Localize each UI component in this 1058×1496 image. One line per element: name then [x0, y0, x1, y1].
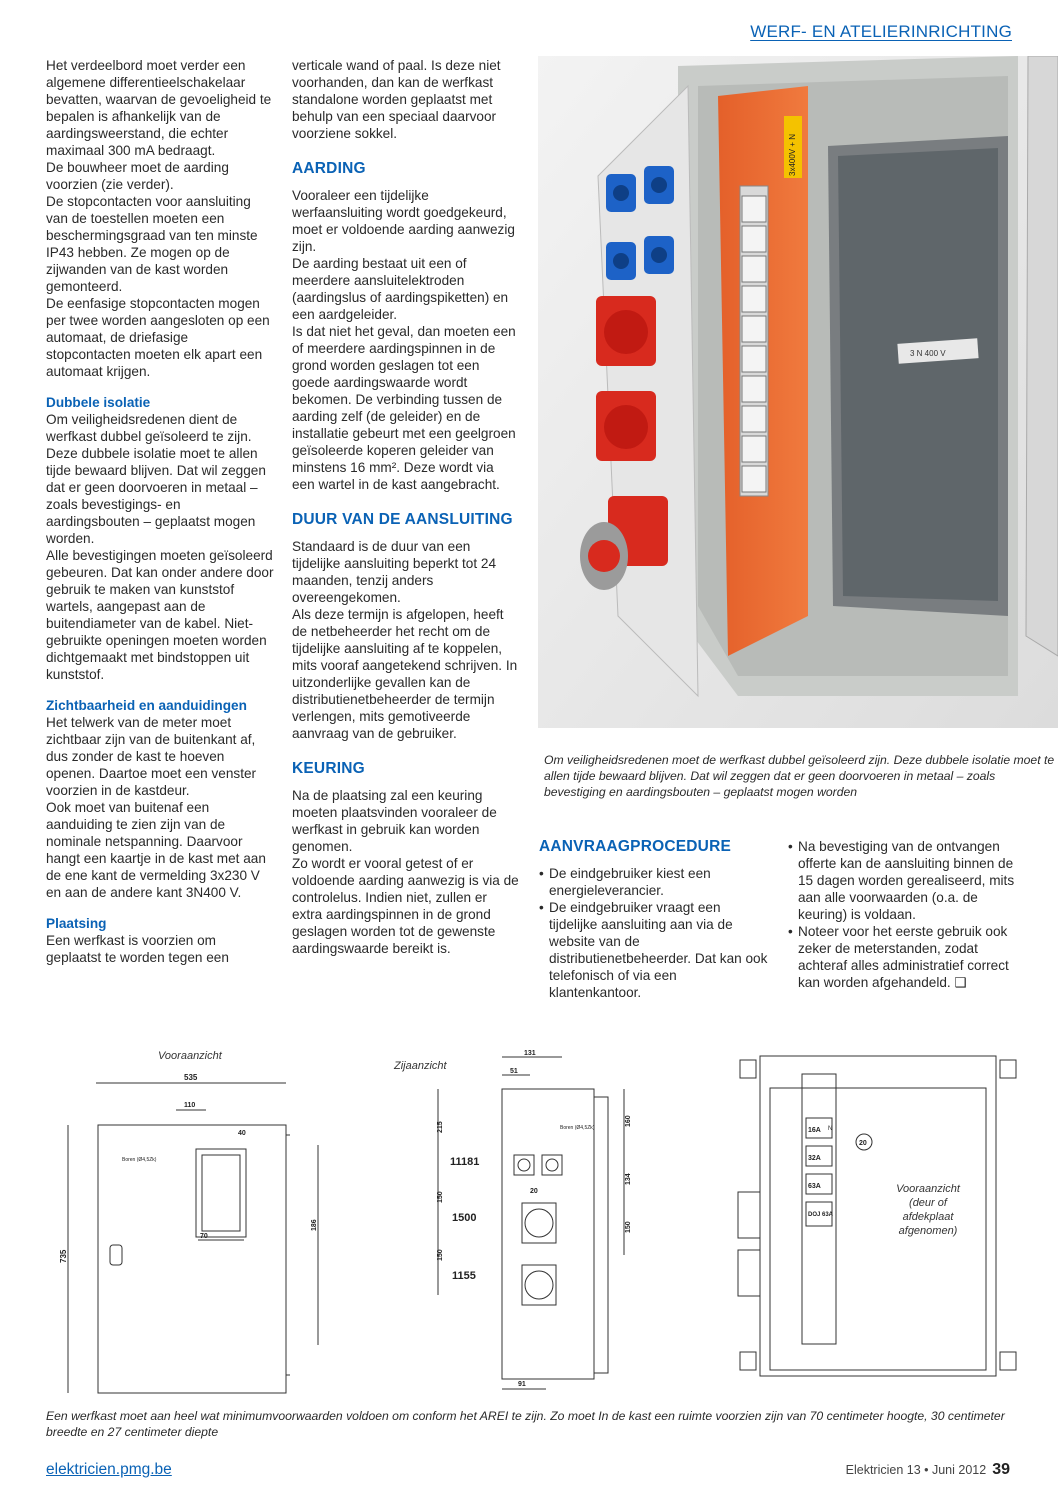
photo-caption: Om veiligheidsredenen moet de werfkast dubbel geïsoleerd zijn. Deze dubbele isolatie moet te allen tijde bewaard blijven. Dat wil zeggen dat er geen doorvoeren in metaal – zoals bevestiging en aardingsbouten – geplaatst mogen worden: [544, 753, 1055, 799]
heading-keuring: KEURING: [292, 760, 365, 777]
dimension-160: 160: [625, 1115, 632, 1127]
socket-code-3: 1155: [452, 1270, 476, 1282]
socket-icon: [514, 1155, 562, 1305]
subheading-dubbele-isolatie: Dubbele isolatie: [46, 395, 151, 410]
dimension-110: 110: [184, 1102, 196, 1109]
paragraph: Een werfkast is voorzien om geplaatst te worden tegen een: [46, 933, 229, 965]
paragraph: De bouwheer moet de aarding voorzien (zie verder).: [46, 160, 229, 192]
dimension-535: 535: [184, 1073, 198, 1082]
dimension-215: 215: [437, 1121, 444, 1133]
heading-duur: DUUR VAN DE AANSLUITING: [292, 511, 513, 528]
dimension-735: 735: [59, 1249, 68, 1263]
breaker-63a: 63A: [808, 1183, 821, 1190]
paragraph: Vooraleer een tijdelijke werfaansluiting wordt goedgekeurd, moet er voldoende aarding aanwezig zijn.: [292, 188, 515, 254]
list-item: • De eindgebruiker vraagt een tijdelijke aansluiting aan via de website van de distributienetbeheerder. Dat kan ook telefonisch of via een klantenkantoor.: [539, 899, 769, 1001]
paragraph: Als deze termijn is afgelopen, heeft de netbeheerder het recht om de tijdelijke aansluiting af te koppelen, mits vooraf aangetekend schrijven. In uitzonderlijke gevallen kan de distributienetbeheerder de termijn verlengen, mits gemotiveerde aanvraag van de gebruiker.: [292, 607, 518, 741]
side-view-label: Zijaanzicht: [394, 1060, 447, 1072]
dimension-70: 70: [200, 1233, 208, 1240]
dimension-91: 91: [518, 1381, 526, 1388]
socket-code-1: 11181: [450, 1156, 480, 1168]
paragraph: Om veiligheidsredenen dient de werfkast dubbel geïsoleerd te zijn. Deze dubbele isolatie moet te allen tijde bewaard blijven. Dat wil zeggen dat er geen doorvoeren in metaal – zoals bevestigings- en aardingsbouten – geplaatst mogen worden.: [46, 412, 266, 546]
dimension-150-left-2: 150: [437, 1249, 444, 1261]
dimension-150-right: 150: [625, 1221, 632, 1233]
paragraph: Het telwerk van de meter moet zichtbaar zijn van de buitenkant af, dus zonder de kast te hoeven openen. Daartoe moet een venster voorzien in de kastdeur.: [46, 715, 257, 798]
page-footer: [846, 1461, 1010, 1479]
inside-view-label: Vooraanzicht (deur of afdekplaat afgenomen): [896, 1183, 960, 1237]
dimension-40: 40: [238, 1130, 246, 1137]
breaker-label: 3x400V + N: [788, 133, 797, 176]
paragraph: Is dat niet het geval, dan moeten een of meerdere aardingspinnen in de grond worden geslagen tot een goede aardingswaarde wordt bekomen. De verbinding tussen de aarding zelf (de geleider) en de installatie gebeurt met een geelgroen geïsoleerde koperen geleider van minstens 16 mm². Deze wordt via een wartel in de kast aangebracht.: [292, 324, 516, 492]
breaker-16a: 16A: [808, 1127, 821, 1134]
breaker-32a: 32A: [808, 1155, 821, 1162]
list-item: • Noteer voor het eerste gebruik ook zeker de meterstanden, zodat achteraf alles administratief correct kan worden afgehandeld. ❑: [788, 923, 1020, 991]
socket-code-2: 1500: [452, 1212, 477, 1224]
front-view-drawing: [46, 1045, 346, 1405]
paragraph: verticale wand of paal. Is deze niet voorhanden, dan kan de werfkast standalone worden geplaatst met behulp van een speciaal daarvoor voorziene sokkel.: [292, 58, 501, 141]
heading-aanvraagprocedure: AANVRAAGPROCEDURE: [539, 838, 731, 855]
dimension-131: 131: [524, 1050, 536, 1057]
dimension-51: 51: [510, 1068, 518, 1075]
card-label: 3 N 400 V: [910, 349, 946, 358]
issue-info: Elektricien 13 • Juni 2012: [845, 1463, 987, 1477]
section-title: WERF- EN ATELIERINRICHTING: [750, 22, 1012, 41]
paragraph: Zo wordt er vooral getest of er voldoende aarding aanwezig is via de controlelus. Indien niet, zullen er extra aardingspinnen in de grond geslagen worden tot de gewenste aardingswaarde bereikt is.: [292, 856, 519, 956]
side-view-drawing: [390, 1045, 640, 1405]
neutral-label: N: [828, 1126, 833, 1132]
inside-view-drawing: [734, 1052, 1024, 1402]
paragraph: De aarding bestaat uit een of meerdere aansluitelektroden (aardingslus of aardingspiketten) en een aardgeleider.: [292, 256, 509, 322]
paragraph: De eenfasige stopcontacten mogen per twee worden aangesloten op een automaat, de driefasige stopcontacten moeten elk apart een automaat krijgen.: [46, 296, 270, 379]
boren-note: Boren (Ø4,5Zk): [122, 1157, 157, 1163]
paragraph: Na de plaatsing zal een keuring moeten plaatsvinden vooraleer de werfkast in gebruik kan worden genomen.: [292, 788, 497, 854]
drawings-caption: Een werfkast moet aan heel wat minimumvoorwaarden voldoen om conform het AREI te zijn. Zo moet In de kast een ruimte voorzien zijn van 70 centimeter hoogte, 30 centimeter breedte en 27 centimeter diepte: [46, 1409, 1005, 1439]
subheading-plaatsing: Plaatsing: [46, 916, 107, 931]
front-view-label: Vooraanzicht: [158, 1050, 222, 1062]
paragraph: Alle bevestigingen moeten geïsoleerd gebeuren. Dat kan onder andere door gebruik te maken van kunststof wartels, aangepast aan de buitendiameter van de kabel. Niet-gebruikte openingen moeten worden dichtgemaakt met bindstoppen uit kunststof.: [46, 548, 274, 682]
dimension-150-left-1: 150: [437, 1191, 444, 1203]
procedure-column-2: [788, 838, 1020, 991]
subheading-zichtbaarheid: Zichtbaarheid en aanduidingen: [46, 698, 247, 713]
paragraph: Ook moet van buitenaf een aanduiding te zien zijn van de nominale netspanning. Daarvoor hangt een kaartje in de kast met aan de ene kant de vermelding 3x230 V en aan de andere kant 3N400 V.: [46, 800, 266, 900]
list-item: • De eindgebruiker kiest een energieleverancier.: [539, 865, 769, 899]
list-item: • Na bevestiging van de ontvangen offerte kan de aansluiting binnen de 15 dagen worden gerealiseerd, mits aan alle voorwaarden (o.a. de keuring) is voldaan.: [788, 838, 1020, 923]
dimension-134: 134: [625, 1173, 632, 1185]
paragraph: Standaard is de duur van een tijdelijke aansluiting beperkt tot 24 maanden, tenzij anders overeengekomen.: [292, 539, 497, 605]
cabinet-photo: [538, 56, 1058, 728]
paragraph: De stopcontacten voor aansluiting van de toestellen moeten een beschermingsgraad van ten minste IP43 hebben. Ze mogen op de zijwanden van de kast worden gemonteerd.: [46, 194, 258, 294]
text-column-1: [46, 57, 274, 966]
dimension-20-inner: 20: [859, 1140, 867, 1147]
text-column-2: [292, 57, 520, 957]
heading-aarding: AARDING: [292, 160, 366, 177]
page-number: 39: [992, 1461, 1010, 1478]
dimension-186: 186: [311, 1219, 318, 1231]
breaker-doj: DOJ 63A: [808, 1212, 834, 1218]
boren-note-side: Boren (Ø4,5Zk): [560, 1125, 595, 1131]
dimension-20: 20: [530, 1188, 538, 1195]
paragraph: Het verdeelbord moet verder een algemene differentieelschakelaar bevatten, waarvan de gevoeligheid te bepalen is afhankelijk van de aardingsweerstand, die echter maximaal 300 mA bedraagt.: [46, 58, 272, 158]
procedure-column-1: [539, 838, 769, 1001]
site-link[interactable]: elektricien.pmg.be: [46, 1461, 172, 1478]
